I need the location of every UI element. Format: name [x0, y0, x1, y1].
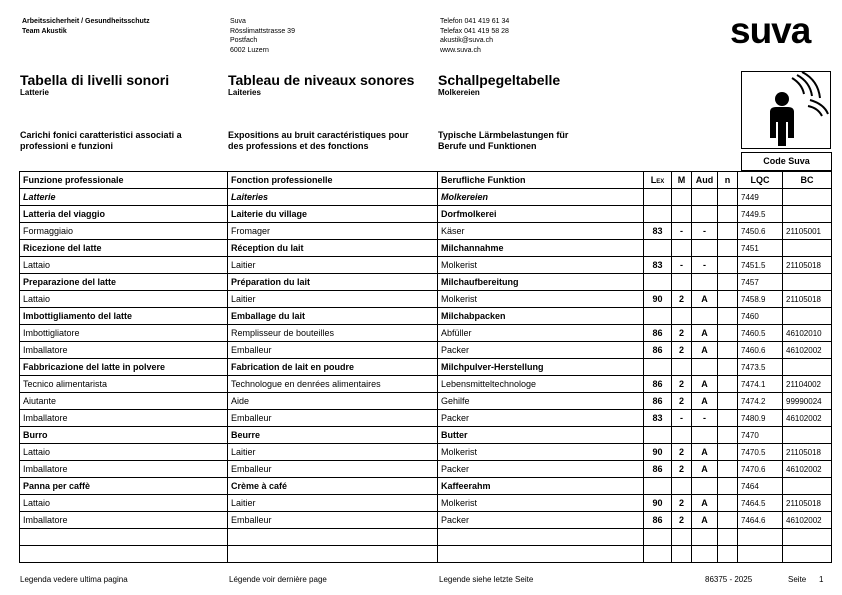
table-header-row	[20, 172, 832, 189]
cell-de: Molkerist	[438, 444, 644, 461]
cell-m	[672, 359, 692, 376]
cell-de: Molkerist	[438, 291, 644, 308]
cell-fr: Laitier	[228, 495, 438, 512]
cell-bc: 46102002	[783, 410, 832, 427]
description-de	[438, 130, 568, 152]
cell-lex: 83	[644, 223, 672, 240]
team-line: Team Akustik	[22, 27, 67, 35]
page-label: Seite	[788, 575, 807, 584]
cell-bc: 46102010	[783, 325, 832, 342]
cell-it: Ricezione del latte	[20, 240, 228, 257]
cell-de: Abfüller	[438, 325, 644, 342]
cell-bc	[783, 206, 832, 223]
col-header-bc: BC	[783, 172, 832, 189]
cell-m: 2	[672, 325, 692, 342]
cell-lex: 83	[644, 410, 672, 427]
cell-de: Milchannahme	[438, 240, 644, 257]
cell-n	[718, 308, 738, 325]
cell-de: Milchaufbereitung	[438, 274, 644, 291]
cell-aud: A	[692, 444, 718, 461]
page-title-it: Tabella di livelli sonori	[20, 72, 170, 88]
cell-m: 2	[672, 291, 692, 308]
cell-aud	[692, 308, 718, 325]
description-it	[20, 130, 182, 152]
cell-it	[20, 529, 228, 546]
cell-aud	[692, 546, 718, 563]
cell-fr: Emballeur	[228, 461, 438, 478]
cell-it: Imballatore	[20, 512, 228, 529]
cell-de: Packer	[438, 461, 644, 478]
description-fr	[228, 130, 409, 152]
page-title-fr: Tableau de niveaux sonores	[228, 72, 415, 88]
table-row	[20, 478, 832, 495]
cell-lex	[644, 274, 672, 291]
cell-m: -	[672, 257, 692, 274]
website-line: www.suva.ch	[440, 46, 481, 54]
table-row	[20, 376, 832, 393]
cell-n	[718, 189, 738, 206]
cell-fr: Emballeur	[228, 410, 438, 427]
cell-n	[718, 410, 738, 427]
cell-m: 2	[672, 376, 692, 393]
noise-level-table	[19, 171, 832, 563]
cell-de	[438, 546, 644, 563]
cell-lex: 90	[644, 444, 672, 461]
cell-lex	[644, 478, 672, 495]
cell-lqc: 7451.5	[738, 257, 783, 274]
cell-fr: Emballeur	[228, 512, 438, 529]
cell-it: Lattaio	[20, 444, 228, 461]
cell-aud	[692, 240, 718, 257]
table-row	[20, 257, 832, 274]
cell-lex: 90	[644, 495, 672, 512]
legend-de: Legende siehe letzte Seite	[439, 575, 534, 584]
cell-fr: Laitier	[228, 291, 438, 308]
cell-m	[672, 240, 692, 257]
table-row	[20, 393, 832, 410]
cell-lqc: 7460.6	[738, 342, 783, 359]
cell-lex	[644, 206, 672, 223]
cell-lqc: 7464	[738, 478, 783, 495]
table-row	[20, 308, 832, 325]
col-header-m: M	[672, 172, 692, 189]
col-header-n: n	[718, 172, 738, 189]
cell-fr: Technologue en denrées alimentaires	[228, 376, 438, 393]
cell-m	[672, 308, 692, 325]
table-row	[20, 189, 832, 206]
cell-m: 2	[672, 342, 692, 359]
cell-n	[718, 393, 738, 410]
cell-n	[718, 257, 738, 274]
cell-lex	[644, 427, 672, 444]
cell-n	[718, 546, 738, 563]
cell-de: Molkereien	[438, 189, 644, 206]
cell-n	[718, 291, 738, 308]
cell-it: Latterie	[20, 189, 228, 206]
cell-it: Imballatore	[20, 342, 228, 359]
page-title-de: Schallpegeltabelle	[438, 72, 561, 88]
cell-bc	[783, 546, 832, 563]
cell-it: Lattaio	[20, 257, 228, 274]
cell-m: 2	[672, 393, 692, 410]
address-line: Suva	[230, 18, 246, 25]
cell-bc: 21105018	[783, 257, 832, 274]
table-row	[20, 495, 832, 512]
cell-it	[20, 546, 228, 563]
cell-lqc: 7449.5	[738, 206, 783, 223]
cell-lex: 86	[644, 376, 672, 393]
cell-fr: Emballeur	[228, 342, 438, 359]
cell-lex: 90	[644, 291, 672, 308]
page-number: 1	[819, 575, 824, 584]
cell-de: Packer	[438, 342, 644, 359]
cell-aud: A	[692, 512, 718, 529]
cell-m	[672, 206, 692, 223]
cell-fr: Beurre	[228, 427, 438, 444]
title-fr-block	[228, 72, 414, 98]
cell-bc	[783, 359, 832, 376]
cell-fr	[228, 529, 438, 546]
cell-m: 2	[672, 495, 692, 512]
cell-fr: Crème à café	[228, 478, 438, 495]
description-line: des professions et des fonctions	[228, 141, 369, 151]
department-info	[22, 17, 150, 36]
cell-m: -	[672, 410, 692, 427]
cell-it: Imbottigliatore	[20, 325, 228, 342]
cell-lqc: 7473.5	[738, 359, 783, 376]
department-line: Arbeitssicherheit / Gesundheitsschutz	[22, 18, 150, 25]
cell-n	[718, 359, 738, 376]
table-row	[20, 223, 832, 240]
cell-bc: 21105001	[783, 223, 832, 240]
cell-de: Kaffeerahm	[438, 478, 644, 495]
cell-lqc: 7474.1	[738, 376, 783, 393]
cell-m	[672, 427, 692, 444]
cell-de: Dorfmolkerei	[438, 206, 644, 223]
cell-m: 2	[672, 461, 692, 478]
cell-lqc: 7480.9	[738, 410, 783, 427]
cell-aud	[692, 427, 718, 444]
cell-lqc: 7470	[738, 427, 783, 444]
cell-n	[718, 274, 738, 291]
description-line: Expositions au bruit caractéristiques pour	[228, 130, 409, 140]
table-row	[20, 274, 832, 291]
table-row	[20, 291, 832, 308]
subtitle-it: Latterie	[20, 88, 49, 97]
cell-bc: 21105018	[783, 444, 832, 461]
cell-m: -	[672, 223, 692, 240]
cell-de: Butter	[438, 427, 644, 444]
suva-logo: suva	[730, 10, 811, 51]
col-header-lex	[644, 172, 672, 189]
cell-lqc: 7464.6	[738, 512, 783, 529]
cell-n	[718, 376, 738, 393]
cell-aud	[692, 478, 718, 495]
cell-bc: 46102002	[783, 512, 832, 529]
cell-aud: A	[692, 342, 718, 359]
cell-fr: Laiterie du village	[228, 206, 438, 223]
cell-de: Gehilfe	[438, 393, 644, 410]
cell-it: Imballatore	[20, 461, 228, 478]
cell-de: Milchpulver-Herstellung	[438, 359, 644, 376]
title-de-block	[438, 72, 560, 98]
cell-de: Packer	[438, 512, 644, 529]
cell-lex: 83	[644, 257, 672, 274]
col-header-it: Funzione professionale	[20, 172, 228, 189]
cell-lqc: 7451	[738, 240, 783, 257]
cell-lex	[644, 308, 672, 325]
cell-de: Packer	[438, 410, 644, 427]
cell-aud: A	[692, 376, 718, 393]
cell-it: Preparazione del latte	[20, 274, 228, 291]
cell-m	[672, 478, 692, 495]
cell-fr: Remplisseur de bouteilles	[228, 325, 438, 342]
cell-m	[672, 274, 692, 291]
subtitle-fr: Laiteries	[228, 88, 261, 97]
cell-lqc	[738, 529, 783, 546]
cell-n	[718, 444, 738, 461]
cell-lqc: 7470.5	[738, 444, 783, 461]
cell-lqc: 7474.2	[738, 393, 783, 410]
cell-it: Panna per caffè	[20, 478, 228, 495]
cell-lqc	[738, 546, 783, 563]
cell-fr: Préparation du lait	[228, 274, 438, 291]
cell-fr: Réception du lait	[228, 240, 438, 257]
cell-lqc: 7450.6	[738, 223, 783, 240]
cell-aud: -	[692, 410, 718, 427]
table-row	[20, 359, 832, 376]
cell-bc: 46102002	[783, 461, 832, 478]
cell-n	[718, 461, 738, 478]
description-line: professioni e funzioni	[20, 141, 114, 151]
cell-bc: 99990024	[783, 393, 832, 410]
cell-fr: Aide	[228, 393, 438, 410]
cell-aud: -	[692, 257, 718, 274]
table-row	[20, 240, 832, 257]
cell-lex: 86	[644, 393, 672, 410]
cell-aud: A	[692, 495, 718, 512]
cell-it: Formaggiaio	[20, 223, 228, 240]
cell-de: Molkerist	[438, 257, 644, 274]
address-line: 6002 Luzern	[230, 46, 269, 54]
cell-m	[672, 189, 692, 206]
cell-it: Fabbricazione del latte in polvere	[20, 359, 228, 376]
cell-lex	[644, 529, 672, 546]
cell-fr: Laitier	[228, 257, 438, 274]
cell-fr: Emballage du lait	[228, 308, 438, 325]
lex-subscript: EX	[656, 179, 665, 185]
table-row	[20, 529, 832, 546]
cell-m	[672, 546, 692, 563]
cell-de: Molkerist	[438, 495, 644, 512]
cell-lex	[644, 240, 672, 257]
cell-bc: 21105018	[783, 495, 832, 512]
cell-aud: A	[692, 461, 718, 478]
cell-de: Milchabpacken	[438, 308, 644, 325]
cell-aud	[692, 206, 718, 223]
cell-n	[718, 206, 738, 223]
cell-lex: 86	[644, 461, 672, 478]
cell-n	[718, 495, 738, 512]
cell-m	[672, 529, 692, 546]
cell-it: Imballatore	[20, 410, 228, 427]
table-row	[20, 410, 832, 427]
cell-bc	[783, 274, 832, 291]
cell-lqc: 7458.9	[738, 291, 783, 308]
cell-aud	[692, 274, 718, 291]
cell-bc	[783, 189, 832, 206]
cell-it: Tecnico alimentarista	[20, 376, 228, 393]
cell-lex	[644, 189, 672, 206]
cell-fr: Laitier	[228, 444, 438, 461]
cell-lex	[644, 546, 672, 563]
cell-lqc: 7460.5	[738, 325, 783, 342]
cell-n	[718, 529, 738, 546]
cell-lqc: 7464.5	[738, 495, 783, 512]
cell-it: Latteria del viaggio	[20, 206, 228, 223]
col-header-aud: Aud	[692, 172, 718, 189]
cell-n	[718, 325, 738, 342]
col-header-lqc: LQC	[738, 172, 783, 189]
document-number: 86375 - 2025	[705, 575, 753, 584]
cell-fr: Fabrication de lait en poudre	[228, 359, 438, 376]
description-line: Typische Lärmbelastungen für	[438, 130, 569, 140]
cell-bc: 21104002	[783, 376, 832, 393]
cell-n	[718, 512, 738, 529]
cell-de: Lebensmitteltechnologe	[438, 376, 644, 393]
cell-aud: -	[692, 223, 718, 240]
phone-line: Telefon 041 419 61 34	[440, 18, 510, 25]
cell-de: Käser	[438, 223, 644, 240]
description-line: Berufe und Funktionen	[438, 141, 537, 151]
table-row	[20, 206, 832, 223]
cell-lqc: 7460	[738, 308, 783, 325]
table-row	[20, 461, 832, 478]
noise-pictogram	[741, 71, 831, 149]
subtitle-de: Molkereien	[438, 88, 480, 97]
cell-n	[718, 427, 738, 444]
cell-it: Burro	[20, 427, 228, 444]
address-block	[230, 17, 295, 55]
cell-n	[718, 342, 738, 359]
code-suva-label: Code Suva	[741, 152, 832, 171]
cell-it: Aiutante	[20, 393, 228, 410]
title-it-block	[20, 72, 169, 98]
cell-bc	[783, 308, 832, 325]
lex-symbol: L	[650, 175, 657, 185]
cell-lex: 86	[644, 342, 672, 359]
cell-aud	[692, 529, 718, 546]
cell-bc	[783, 478, 832, 495]
contact-block	[440, 17, 509, 55]
cell-de	[438, 529, 644, 546]
cell-n	[718, 223, 738, 240]
cell-it: Imbottigliamento del latte	[20, 308, 228, 325]
cell-it: Lattaio	[20, 291, 228, 308]
cell-bc: 46102002	[783, 342, 832, 359]
legend-fr: Légende voir dernière page	[229, 575, 327, 584]
cell-lqc: 7470.6	[738, 461, 783, 478]
legend-it: Legenda vedere ultima pagina	[20, 575, 128, 584]
description-line: Carichi fonici caratteristici associati a	[20, 130, 182, 140]
fax-line: Telefax 041 419 58 28	[440, 27, 509, 35]
table-row	[20, 342, 832, 359]
cell-aud: A	[692, 291, 718, 308]
cell-aud	[692, 189, 718, 206]
person-noise-icon	[742, 72, 830, 148]
col-header-fr: Fonction professionelle	[228, 172, 438, 189]
cell-bc	[783, 529, 832, 546]
cell-aud	[692, 359, 718, 376]
cell-lex: 86	[644, 325, 672, 342]
cell-fr: Fromager	[228, 223, 438, 240]
cell-bc	[783, 427, 832, 444]
address-line: Postfach	[230, 37, 258, 44]
table-row	[20, 546, 832, 563]
table-row	[20, 427, 832, 444]
email-line: akustik@suva.ch	[440, 37, 494, 44]
cell-bc: 21105018	[783, 291, 832, 308]
cell-n	[718, 240, 738, 257]
cell-it: Lattaio	[20, 495, 228, 512]
cell-aud: A	[692, 393, 718, 410]
cell-fr	[228, 546, 438, 563]
cell-aud: A	[692, 325, 718, 342]
cell-lex	[644, 359, 672, 376]
cell-lqc: 7457	[738, 274, 783, 291]
table-row	[20, 512, 832, 529]
cell-bc	[783, 240, 832, 257]
table-body	[20, 189, 832, 563]
cell-n	[718, 478, 738, 495]
cell-m: 2	[672, 444, 692, 461]
table-row	[20, 444, 832, 461]
cell-lqc: 7449	[738, 189, 783, 206]
address-line: Rösslimattstrasse 39	[230, 27, 295, 35]
cell-m: 2	[672, 512, 692, 529]
cell-lex: 86	[644, 512, 672, 529]
col-header-de: Berufliche Funktion	[438, 172, 644, 189]
cell-fr: Laiteries	[228, 189, 438, 206]
table-row	[20, 325, 832, 342]
